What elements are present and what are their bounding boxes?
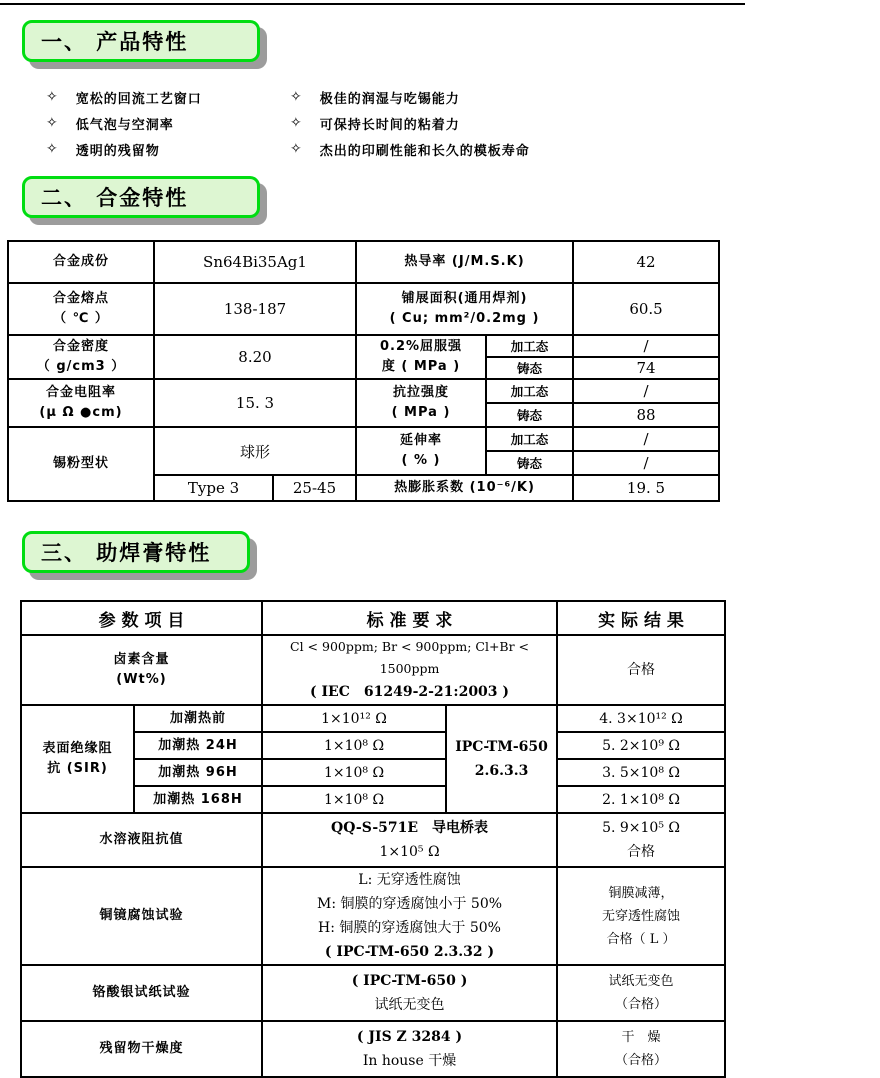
- standard-line: 试纸无变色: [374, 997, 445, 1013]
- section-3-title: 三、 助焊膏特性: [41, 541, 212, 565]
- flux-sir-cond: 加潮热 96H: [134, 759, 262, 786]
- alloy-powder-shape: 球形: [154, 427, 356, 475]
- alloy-yield-label: [356, 335, 486, 379]
- flux-copper-standard: [262, 867, 557, 965]
- standard-line: H: 铜膜的穿透腐蚀大于 50%: [318, 920, 501, 936]
- alloy-thermal-label: 热导率 (J/M.S.K): [356, 241, 573, 283]
- section-3-header-badge: [22, 531, 250, 573]
- alloy-resistivity-label: [8, 379, 154, 427]
- label-line: ( Cu; mm²/0.2mg ): [389, 311, 540, 326]
- label-line: 合金密度: [52, 339, 109, 354]
- label-line: 抗 (SIR): [47, 761, 108, 776]
- table-header-row: [21, 601, 725, 635]
- standard-line: QQ-S-571E 导电桥表: [331, 820, 489, 836]
- flux-sir-result: 5. 2×10⁹ Ω: [557, 732, 725, 759]
- label-line: (Wt%): [116, 672, 167, 687]
- feature-item: [290, 84, 460, 110]
- flux-aqueous-label: 水溶液阻抗值: [21, 813, 262, 867]
- flux-sir-result: 2. 1×10⁸ Ω: [557, 786, 725, 813]
- feature-label: 极佳的润湿与吃锡能力: [319, 91, 460, 107]
- flux-table: [20, 600, 726, 1078]
- table-row: [8, 283, 719, 335]
- diamond-bullet-icon: ✧: [290, 89, 302, 105]
- feature-item: [46, 110, 174, 136]
- diamond-bullet-icon: ✧: [46, 115, 58, 131]
- flux-chromate-result: [557, 965, 725, 1021]
- alloy-melting-label: [8, 283, 154, 335]
- result-line: （合格）: [615, 997, 668, 1012]
- flux-chromate-standard: [262, 965, 557, 1021]
- feature-label: 可保持长时间的粘着力: [319, 117, 460, 133]
- table-row: [21, 1021, 725, 1077]
- diamond-bullet-icon: ✧: [290, 141, 302, 157]
- label-line: （ g/cm3 ）: [36, 359, 126, 374]
- alloy-composition-value: Sn64Bi35Ag1: [154, 241, 356, 283]
- standard-line: ( IPC-TM-650 2.3.32 ): [324, 944, 495, 960]
- flux-residue-label: 残留物干燥度: [21, 1021, 262, 1077]
- alloy-yield-cast-label: 铸态: [486, 357, 573, 379]
- flux-header-result: 实 际 结 果: [557, 601, 725, 635]
- alloy-elongation-label: [356, 427, 486, 475]
- label-line: 表面绝缘阻: [42, 741, 113, 756]
- result-line: 无穿透性腐蚀: [602, 908, 681, 924]
- flux-copper-result: [557, 867, 725, 965]
- method-line: 2.6.3.3: [474, 763, 529, 779]
- diamond-bullet-icon: ✧: [46, 141, 58, 157]
- standard-line: ( IEC 61249-2-21:2003 ): [310, 684, 510, 700]
- table-row: [21, 635, 725, 705]
- standard-line: In house 干燥: [362, 1053, 457, 1069]
- table-row: [21, 965, 725, 1021]
- result-line: 干 燥: [621, 1030, 661, 1045]
- alloy-elongation-cast-value: /: [573, 451, 719, 475]
- result-line: 5. 9×10⁵ Ω: [602, 820, 680, 836]
- flux-sir-label: [21, 705, 134, 813]
- label-line: (μ Ω ●cm): [39, 405, 123, 420]
- label-line: 铺展面积(通用焊剂): [401, 291, 528, 306]
- label-line: 合金熔点: [52, 291, 109, 306]
- flux-sir-method: [446, 705, 557, 813]
- table-row: [8, 241, 719, 283]
- feature-item: [290, 136, 530, 162]
- feature-item: [290, 110, 460, 136]
- feature-label: 低气泡与空洞率: [75, 117, 174, 133]
- flux-chromate-label: 铬酸银试纸试验: [21, 965, 262, 1021]
- flux-aqueous-standard: [262, 813, 557, 867]
- standard-line: ( JIS Z 3284 ): [356, 1029, 463, 1045]
- table-row: [21, 813, 725, 867]
- flux-sir-result: 4. 3×10¹² Ω: [557, 705, 725, 732]
- label-line: ( MPa ): [391, 405, 451, 420]
- flux-sir-standard: 1×10¹² Ω: [262, 705, 446, 732]
- table-row: [8, 427, 719, 451]
- flux-sir-standard: 1×10⁸ Ω: [262, 759, 446, 786]
- flux-sir-standard: 1×10⁸ Ω: [262, 732, 446, 759]
- alloy-cte-value: 19. 5: [573, 475, 719, 501]
- alloy-table: [7, 240, 720, 502]
- label-line: 卤素含量: [113, 652, 170, 667]
- feature-label: 透明的残留物: [75, 143, 160, 159]
- alloy-cte-label: 热膨胀系数 (10⁻⁶/K): [356, 475, 573, 501]
- flux-sir-cond: 加潮热 168H: [134, 786, 262, 813]
- table-row: [21, 867, 725, 965]
- flux-residue-result: [557, 1021, 725, 1077]
- alloy-tensile-wrought-value: /: [573, 379, 719, 403]
- alloy-melting-value: 138-187: [154, 283, 356, 335]
- alloy-elongation-wrought-label: 加工态: [486, 427, 573, 451]
- result-line: 铜膜减薄，: [608, 885, 674, 901]
- alloy-elongation-wrought-value: /: [573, 427, 719, 451]
- flux-sir-cond: 加潮热前: [134, 705, 262, 732]
- feature-item: [46, 84, 202, 110]
- section-2-title: 二、 合金特性: [41, 186, 189, 210]
- alloy-tensile-cast-label: 铸态: [486, 403, 573, 427]
- flux-header-standard: 标 准 要 求: [262, 601, 557, 635]
- alloy-spread-label: [356, 283, 573, 335]
- standard-line: M: 铜膜的穿透腐蚀小于 50%: [316, 896, 503, 912]
- alloy-resistivity-value: 15. 3: [154, 379, 356, 427]
- alloy-powder-range: 25-45: [273, 475, 356, 501]
- feature-item: [46, 136, 160, 162]
- section-1-header-badge: [22, 20, 260, 62]
- label-line: ( % ): [401, 453, 441, 468]
- alloy-yield-cast-value: 74: [573, 357, 719, 379]
- alloy-tensile-cast-value: 88: [573, 403, 719, 427]
- feature-label: 杰出的印刷性能和长久的模板寿命: [319, 143, 530, 159]
- result-line: 合格: [627, 844, 656, 860]
- result-line: 合格（ L ）: [606, 931, 676, 947]
- alloy-density-label: [8, 335, 154, 379]
- alloy-yield-wrought-value: /: [573, 335, 719, 357]
- flux-header-param: 参 数 项 目: [21, 601, 262, 635]
- alloy-powder-type: Type 3: [154, 475, 273, 501]
- alloy-density-value: 8.20: [154, 335, 356, 379]
- result-line: （合格）: [615, 1053, 668, 1068]
- flux-aqueous-result: [557, 813, 725, 867]
- alloy-yield-wrought-label: 加工态: [486, 335, 573, 357]
- section-1-title: 一、 产品特性: [41, 30, 189, 54]
- label-line: 0.2%屈服强: [379, 339, 463, 354]
- alloy-composition-label: 合金成份: [8, 241, 154, 283]
- method-line: IPC-TM-650: [455, 739, 548, 755]
- flux-sir-cond: 加潮热 24H: [134, 732, 262, 759]
- alloy-tensile-label: [356, 379, 486, 427]
- standard-line: Cl < 900ppm; Br < 900ppm; Cl+Br < 1500ppm: [290, 639, 530, 676]
- alloy-tensile-wrought-label: 加工态: [486, 379, 573, 403]
- alloy-elongation-cast-label: 铸态: [486, 451, 573, 475]
- label-line: 度 ( MPa ): [381, 359, 461, 374]
- flux-sir-result: 3. 5×10⁸ Ω: [557, 759, 725, 786]
- flux-copper-label: 铜镜腐蚀试验: [21, 867, 262, 965]
- flux-sir-standard: 1×10⁸ Ω: [262, 786, 446, 813]
- label-line: 合金电阻率: [45, 385, 116, 400]
- standard-line: 1×10⁵ Ω: [379, 844, 440, 860]
- label-line: （ ℃ ）: [53, 311, 109, 326]
- table-row: [8, 379, 719, 403]
- label-line: 抗拉强度: [393, 385, 450, 400]
- alloy-thermal-value: 42: [573, 241, 719, 283]
- diamond-bullet-icon: ✧: [290, 115, 302, 131]
- standard-line: L: 无穿透性腐蚀: [358, 872, 461, 888]
- standard-line: ( IPC-TM-650 ): [351, 973, 468, 989]
- flux-halogen-standard: [262, 635, 557, 705]
- flux-halogen-result: 合格: [557, 635, 725, 705]
- table-row: [21, 705, 725, 732]
- alloy-powder-label: 锡粉型状: [8, 427, 154, 501]
- result-line: 试纸无变色: [608, 974, 674, 989]
- diamond-bullet-icon: ✧: [46, 89, 58, 105]
- alloy-spread-value: 60.5: [573, 283, 719, 335]
- section-2-header-badge: [22, 176, 260, 218]
- feature-label: 宽松的回流工艺窗口: [75, 91, 202, 107]
- top-rule: [0, 3, 745, 5]
- label-line: 延伸率: [400, 433, 443, 448]
- table-row: [8, 335, 719, 357]
- flux-residue-standard: [262, 1021, 557, 1077]
- flux-halogen-label: [21, 635, 262, 705]
